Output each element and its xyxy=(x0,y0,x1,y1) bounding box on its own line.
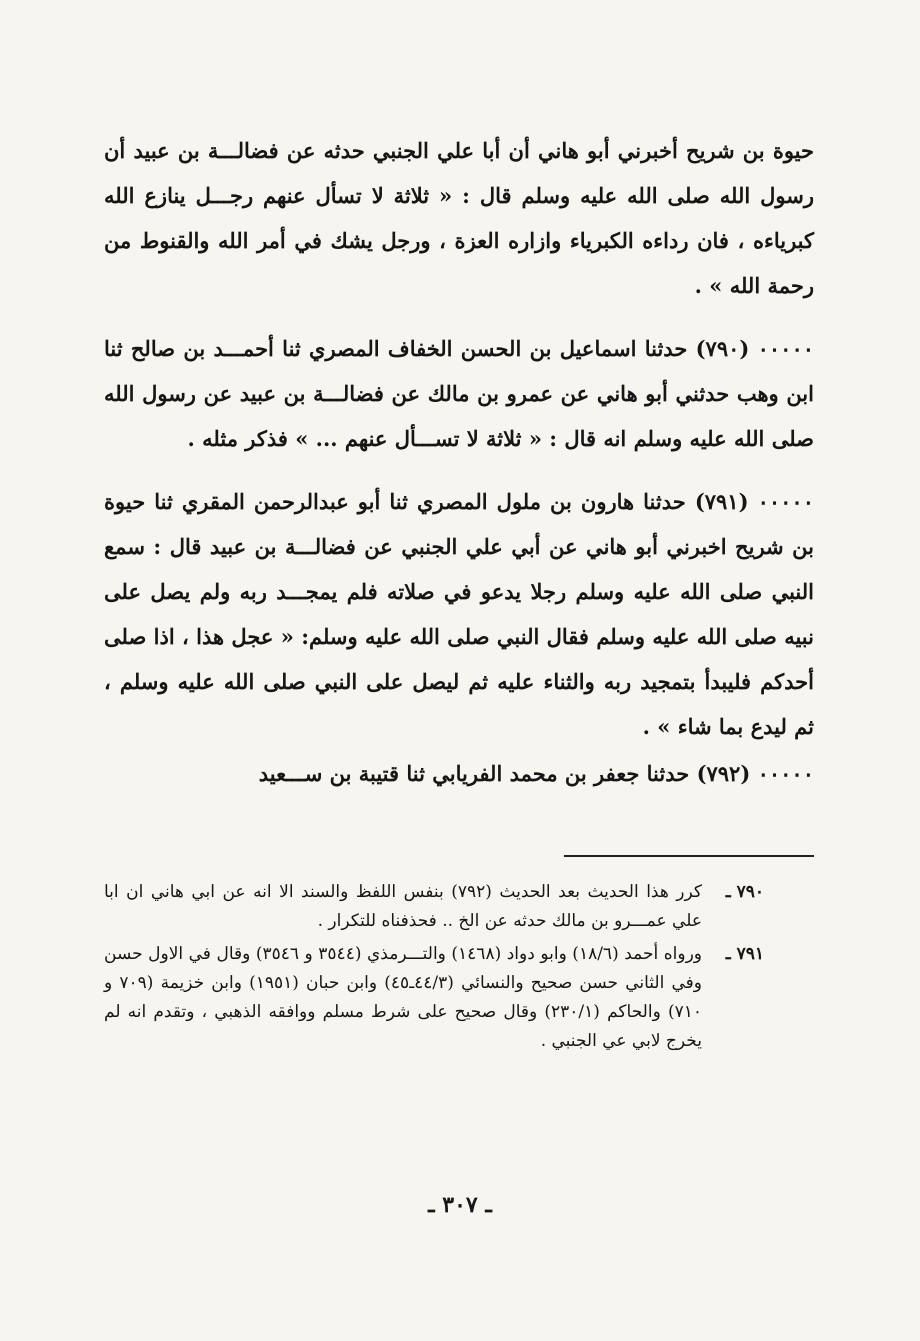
page-number: ـ ٣٠٧ ـ xyxy=(428,1192,492,1218)
footnote-text: ورواه أحمد (١٨/٦) وابو دواد (١٤٦٨) والتـــرمذي (٣٥٤٤ و ٣٥٤٦) وقال في الاول حسن وفي الثاني حسن صحيح والنسائي (٤٤/٣ـ٤٥) وابن حبان (١٩٥١) وابن خزيمة (٧٠٩ و ٧١٠) والحاكم (٢٣٠/١) وقال صحيح على شرط مسلم ووافقه الذهبي ، وتقدم انه لم يخرج لابي عي الجنبي . xyxy=(104,944,702,1051)
paragraph-text: حدثنا اسماعيل بن الحسن الخفاف المصري ثنا أحمـــد بن صالح ثنا ابن وهب حدثني أبو هاني عن عمرو بن مالك عن فضالـــة بن عبيد عن رسول الله صلى الله عليه وسلم انه قال : « ثلاثة لا تســـأل عنهم ... » فذكر مثله . xyxy=(104,336,814,451)
hadith-791 xyxy=(104,479,814,749)
footnote-790 xyxy=(104,878,764,936)
hadith-790 xyxy=(104,326,814,461)
hadith-number: ٠٠٠٠٠ (٧٩١) xyxy=(694,489,814,514)
footnote-number: ٧٩٠ ـ xyxy=(725,882,764,902)
footnote-791 xyxy=(104,940,764,1056)
paragraph-text: حدثنا هارون بن ملول المصري ثنا أبو عبدالرحمن المقري ثنا حيوة بن شريح اخبرني أبو هاني عن أبي علي الجنبي عن فضالـــة بن عبيد قال : سمع النبي صلى الله عليه وسلم رجلا يدعو في صلاته فلم يمجـــد ربه ولم يصل على نبيه صلى الله عليه وسلم فقال النبي صلى الله عليه وسلم: « عجل هذا ، اذا صلى أحدكم فليبدأ بتمجيد ربه والثناء عليه ثم ليصل على النبي صلى الله عليه وسلم ، ثم ليدع بما شاء » . xyxy=(104,489,814,739)
main-text xyxy=(104,128,814,796)
footnote-text: كرر هذا الحديث بعد الحديث (٧٩٢) بنفس اللفظ والسند الا انه عن ابي هاني ان ابا علي عمـــرو بن مالك حدثه عن الخ .. فحذفناه للتكرار . xyxy=(104,882,702,931)
footnotes xyxy=(104,878,764,1060)
hadith-number: ٠٠٠٠٠ (٧٩٢) xyxy=(696,761,814,786)
hadith-number: ٠٠٠٠٠ (٧٩٠) xyxy=(695,336,815,361)
paragraph-continuation xyxy=(104,128,814,308)
paragraph-text: حدثنا جعفر بن محمد الفريابي ثنا قتيبة بن ســـعيد xyxy=(258,761,690,786)
paragraph-text: حيوة بن شريح أخبرني أبو هاني أن أبا علي الجنبي حدثه عن فضالـــة بن عبيد أن رسول الله صلى الله عليه وسلم قال : « ثلاثة لا تسأل عنهم رجـــل ينازع الله كبرياءه ، فان رداءه الكبرياء وازاره العزة ، ورجل يشك في أمر الله والقنوط من رحمة الله » . xyxy=(104,138,814,298)
footnote-number: ٧٩١ ـ xyxy=(725,944,764,964)
footnote-separator xyxy=(564,855,814,857)
hadith-792 xyxy=(104,751,814,796)
